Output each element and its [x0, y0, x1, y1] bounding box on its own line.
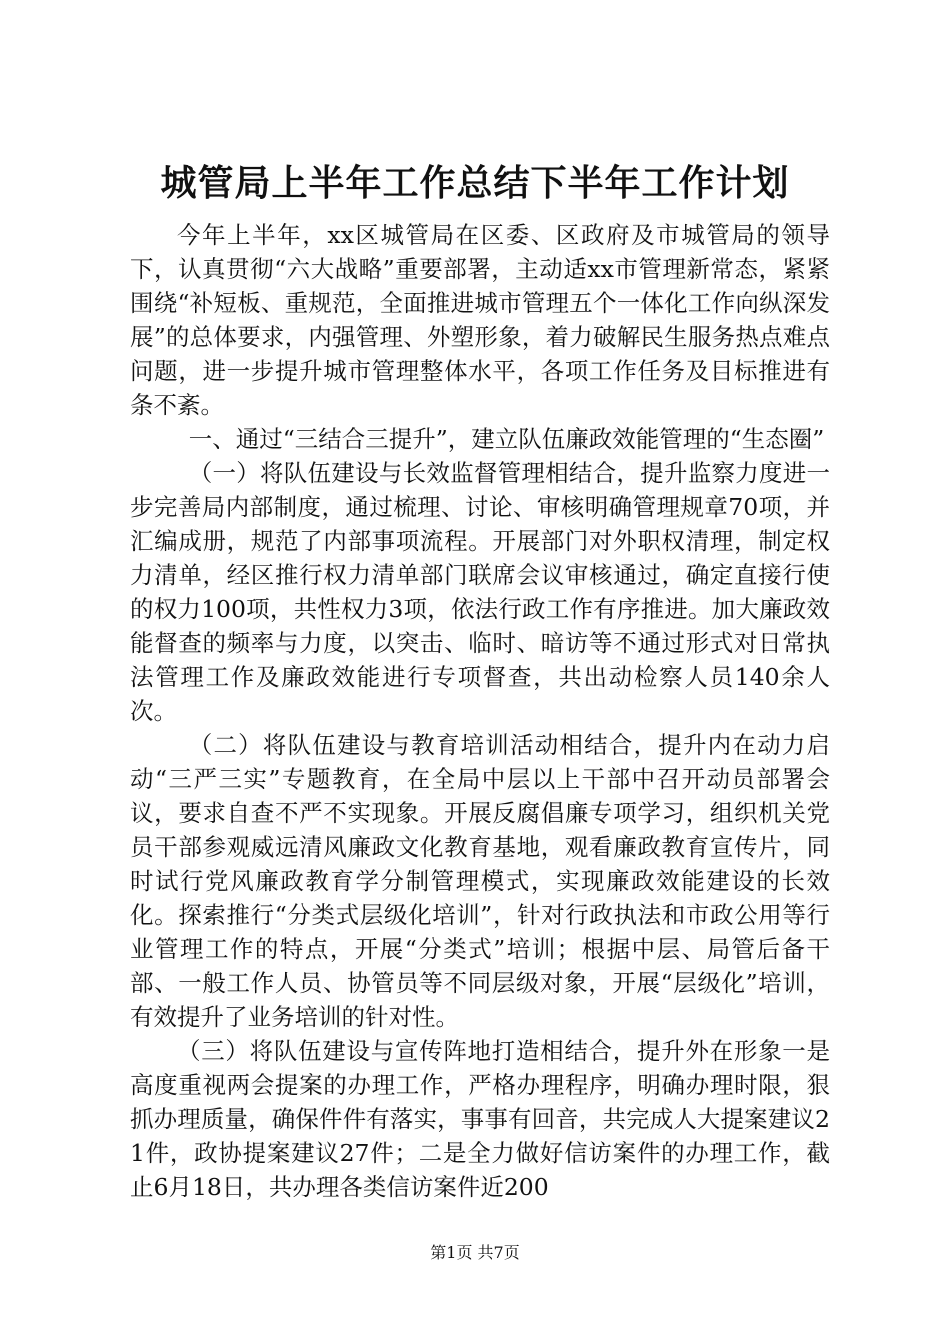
subsection-paragraph-1: （一）将队伍建设与长效监督管理相结合，提升监察力度进一步完善局内部制度，通过梳理、讨论、审核明确管理规章70项，并汇编成册，规范了内部事项流程。开展部门对外职权清理，制定权力清单，经区推行权力清单部门联席会议审核通过，确定直接行使的权力100项，共性权力3项，依法行政工作有序推进。加大廉政效能督查的频率与力度，以突击、临时、暗访等不通过形式对日常执法管理工作及廉政效能进行专项督查，共出动检察人员140余人次。 — [130, 459, 830, 725]
document-body — [130, 218, 830, 1204]
section-heading-1: 一、通过“三结合三提升”，建立队伍廉政效能管理的“生态圈” — [188, 425, 825, 453]
intro-paragraph: 今年上半年，xx区城管局在区委、区政府及市城管局的领导下，认真贯彻“六大战略”重要部署，主动适xx市管理新常态，紧紧围绕“补短板、重规范，全面推进城市管理五个一体化工作向纵深发展”的总体要求，内强管理、外塑形象，着力破解民生服务热点难点问题，进一步提升城市管理整体水平，各项工作任务及目标推进有条不紊。 — [130, 221, 830, 419]
subsection-paragraph-2: （二）将队伍建设与教育培训活动相结合，提升内在动力启动“三严三实”专题教育，在全局中层以上干部中召开动员部署会议，要求自查不严不实现象。开展反腐倡廉专项学习，组织机关党员干部参观威远清风廉政文化教育基地，观看廉政教育宣传片，同时试行党风廉政教育学分制管理模式，实现廉政效能建设的长效化。探索推行“分类式层级化培训”，针对行政执法和市政公用等行业管理工作的特点，开展“分类式”培训；根据中层、局管后备干部、一般工作人员、协管员等不同层级对象，开展“层级化”培训，有效提升了业务培训的针对性。 — [130, 731, 830, 1031]
page-number-footer: 第1页 共7页 — [430, 1243, 520, 1262]
subsection-paragraph-3: （三）将队伍建设与宣传阵地打造相结合，提升外在形象一是高度重视两会提案的办理工作，严格办理程序，明确办理时限，狠抓办理质量，确保件件有落实，事事有回音，共完成人大提案建议21件，政协提案建议27件；二是全力做好信访案件的办理工作，截止6月18日，共办理各类信访案件近200 — [130, 1037, 830, 1201]
document-title: 城管局上半年工作总结下半年工作计划 — [160, 162, 790, 204]
